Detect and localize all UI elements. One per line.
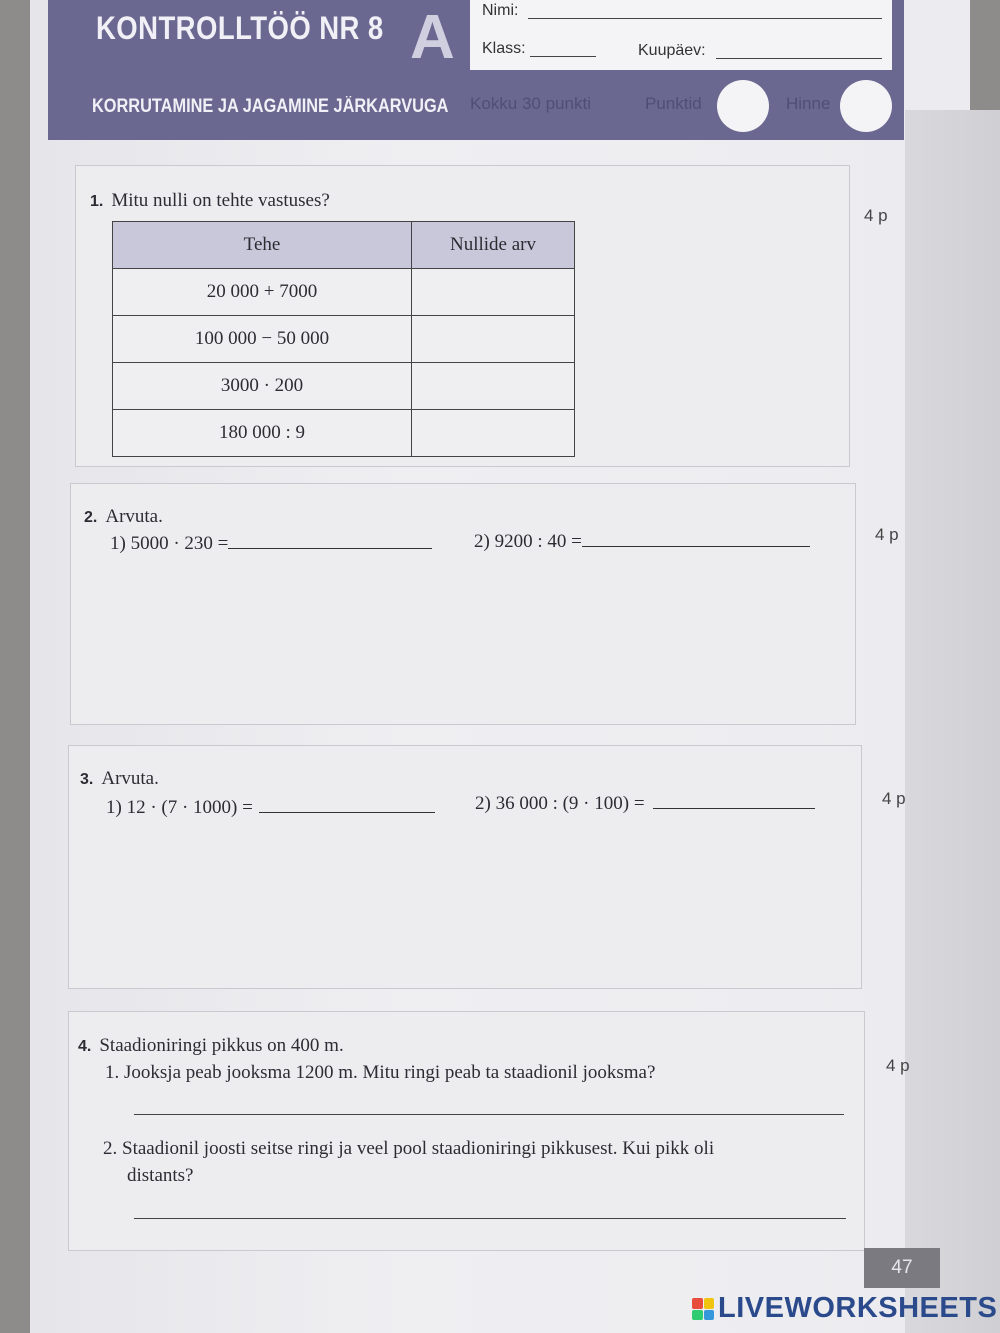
grade-circle[interactable]: [840, 80, 892, 132]
task-2-answer-2[interactable]: [582, 532, 810, 547]
student-info-box: [470, 0, 892, 70]
date-field[interactable]: [716, 44, 882, 59]
task-1-points: 4 p: [864, 206, 888, 225]
test-subtitle: KORRUTAMINE JA JAGAMINE JÄRKARVUGA: [92, 96, 449, 117]
operation-cell: 180 000 : 9: [113, 410, 412, 457]
task-4-question-2-text: Staadionil joosti seitse ringi ja veel pool staadioniringi pikkusest. Kui pikk oli: [122, 1138, 715, 1159]
name-field[interactable]: [528, 4, 882, 19]
task-2-heading: [84, 506, 163, 528]
task-4-number: 4.: [78, 1038, 92, 1055]
test-variant: A: [410, 3, 455, 72]
task-4-question-2-continued: distants?: [127, 1165, 194, 1186]
class-field[interactable]: [530, 42, 596, 57]
class-label: Klass:: [482, 40, 526, 57]
zeros-table: [112, 221, 575, 457]
points-circle[interactable]: [717, 80, 769, 132]
column-header-zeros: Nullide arv: [412, 222, 575, 269]
task-4-text: Staadioniringi pikkus on 400 m.: [99, 1035, 344, 1056]
task-3-text: Arvuta.: [101, 768, 159, 789]
task-4-question-2: [103, 1138, 714, 1160]
points-label: Punktid: [645, 94, 702, 113]
operation-cell: 20 000 + 7000: [113, 269, 412, 316]
task-2-exercise-1: [110, 533, 432, 555]
table-row: [113, 269, 575, 316]
liveworksheets-brand: LIVEWORKSHEETS: [718, 1292, 998, 1324]
grade-label: Hinne: [786, 94, 831, 113]
task-1-text: Mitu nulli on tehte vastuses?: [111, 190, 330, 211]
liveworksheets-logo-icon: [692, 1298, 714, 1320]
table-row: [113, 316, 575, 363]
task-2-exercise-2: [474, 531, 810, 553]
task-3-answer-1[interactable]: [259, 798, 435, 813]
zeros-answer-cell[interactable]: [412, 269, 575, 316]
task-2-exercise-1-text: 1) 5000 · 230 =: [110, 533, 229, 554]
total-points: Kokku 30 punkti: [470, 94, 591, 113]
date-label: Kuupäev:: [638, 42, 706, 59]
table-row: [113, 363, 575, 410]
task-1-heading: [90, 190, 330, 212]
task-3-box: [68, 745, 862, 989]
task-4-question-2-number: 2.: [103, 1138, 118, 1159]
task-2-text: Arvuta.: [105, 506, 163, 527]
task-3-heading: [80, 768, 159, 790]
task-2-points: 4 p: [875, 525, 899, 544]
task-2-exercise-2-text: 2) 9200 : 40 =: [474, 531, 582, 552]
zeros-answer-cell[interactable]: [412, 316, 575, 363]
page-number: 47: [864, 1248, 940, 1288]
task-2-number: 2.: [84, 509, 98, 526]
zeros-answer-cell[interactable]: [412, 410, 575, 457]
task-4-question-1: [105, 1062, 655, 1084]
task-2-box: [70, 483, 856, 725]
task-4-heading: [78, 1035, 344, 1057]
zeros-answer-cell[interactable]: [412, 363, 575, 410]
task-4-answer-1[interactable]: [134, 1110, 844, 1115]
task-3-answer-2[interactable]: [653, 794, 815, 809]
task-3-points: 4 p: [882, 789, 906, 808]
test-title: KONTROLLTÖÖ NR 8: [96, 10, 384, 46]
name-label: Nimi:: [482, 2, 519, 19]
task-4-question-1-text: Jooksja peab jooksma 1200 m. Mitu ringi peab ta staadionil jooksma?: [124, 1062, 656, 1083]
task-4-answer-2[interactable]: [134, 1214, 846, 1219]
column-header-operation: Tehe: [113, 222, 412, 269]
task-3-exercise-2: [475, 793, 815, 815]
task-4-question-1-number: 1.: [105, 1062, 120, 1083]
page-shadow: [905, 110, 1000, 1333]
task-3-exercise-2-text: 2) 36 000 : (9 · 100) =: [475, 793, 645, 814]
task-3-exercise-1-text: 1) 12 · (7 · 1000) =: [106, 797, 253, 818]
table-row: [113, 410, 575, 457]
task-1-number: 1.: [90, 193, 104, 210]
operation-cell: 3000 · 200: [113, 363, 412, 410]
task-2-answer-1[interactable]: [228, 534, 432, 549]
task-3-number: 3.: [80, 771, 94, 788]
operation-cell: 100 000 − 50 000: [113, 316, 412, 363]
task-3-exercise-1: [106, 797, 435, 819]
task-4-points: 4 p: [886, 1056, 910, 1075]
